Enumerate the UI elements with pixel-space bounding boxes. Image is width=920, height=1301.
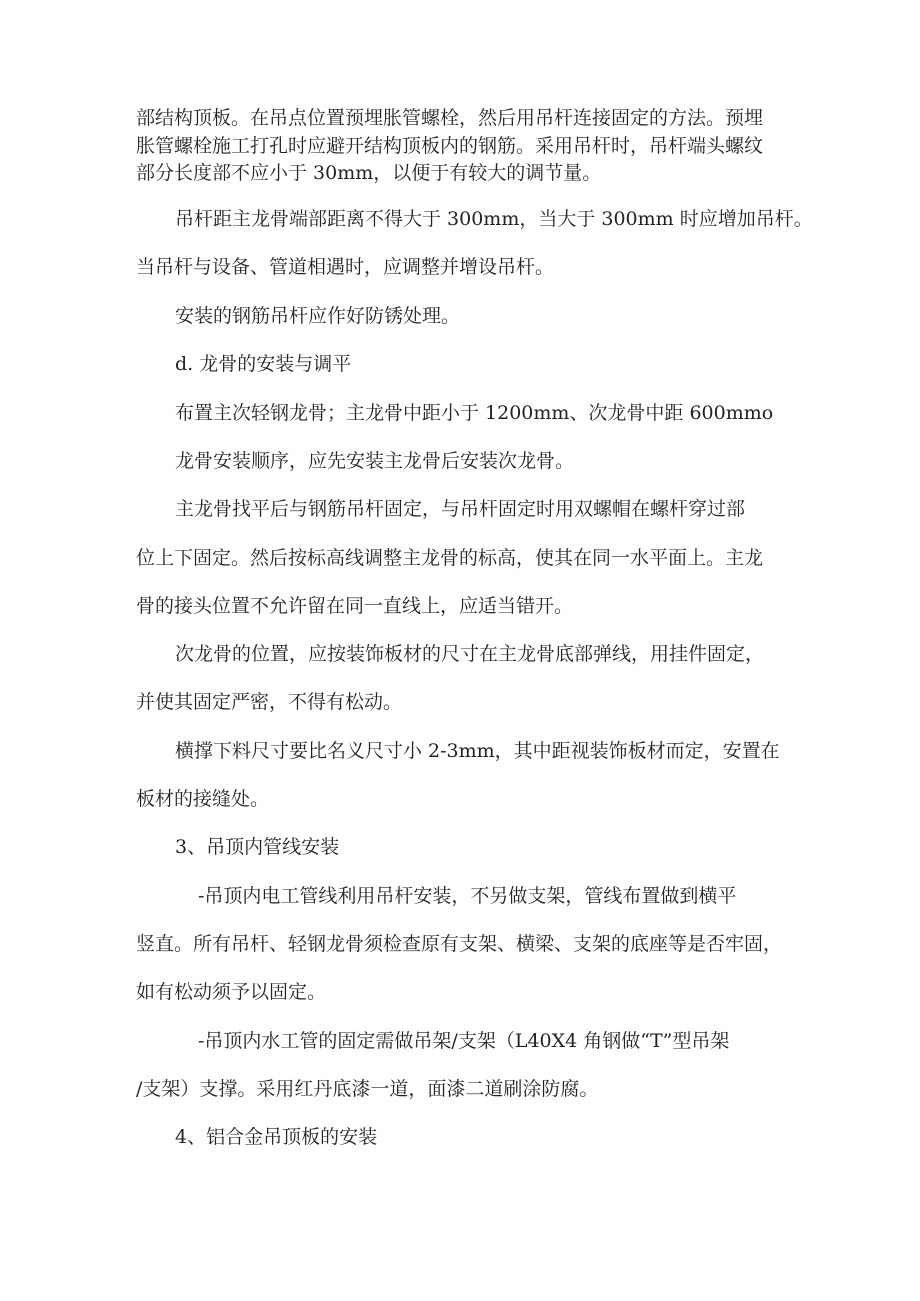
paragraph-start: 次龙骨的位置，应按装饰板材的尺寸在主龙骨底部弹线，用挂件固定， — [175, 643, 765, 665]
text-line: 位上下固定。然后按标高线调整主龙骨的标高，使其在同一水平面上。主龙 — [136, 547, 764, 569]
text-line: /支架）支撑。采用红丹底漆一道，面漆二道刷涂防腐。 — [136, 1078, 599, 1100]
text-line: 当吊杆与设备、管道相遇时，应调整并增设吊杆。 — [136, 256, 555, 278]
text-line: 骨的接头位置不允许留在同一直线上，应适当错开。 — [136, 595, 574, 617]
text-line: 胀管螺栓施工打孔时应避开结构顶板内的钢筋。采用吊杆时，吊杆端头螺纹 — [136, 135, 764, 157]
paragraph-start: 吊杆距主龙骨端部距离不得大于 300mm，当大于 300mm 时应增加吊杆。 — [175, 208, 813, 230]
text-line: 并使其固定严密，不得有松动。 — [136, 691, 403, 713]
text-line: 部结构顶板。在吊点位置预埋胀管螺栓，然后用吊杆连接固定的方法。预埋 — [136, 107, 764, 129]
text-line: 如有松动须予以固定。 — [136, 981, 327, 1003]
text-line: 板材的接缝处。 — [136, 788, 270, 810]
paragraph-start: 龙骨安装顺序，应先安装主龙骨后安装次龙骨。 — [175, 450, 575, 472]
paragraph-start: 横撑下料尺寸要比名义尺寸小 2-3mm，其中距视装饰板材而定，安置在 — [175, 740, 780, 762]
section-subheading: d. 龙骨的安装与调平 — [175, 353, 352, 375]
section-heading: 3、吊顶内管线安装 — [175, 836, 340, 858]
paragraph-start: 主龙骨找平后与钢筋吊杆固定，与吊杆固定时用双螺帽在螺杆穿过部 — [175, 498, 746, 520]
paragraph-start: 安装的钢筋吊杆应作好防锈处理。 — [175, 305, 461, 327]
paragraph-start: -吊顶内水工管的固定需做吊架/支架（L40X4 角钢做“T”型吊架 — [198, 1030, 730, 1052]
paragraph-start: 布置主次轻钢龙骨；主龙骨中距小于 1200mm、次龙骨中距 600mmo — [175, 402, 774, 424]
section-heading: 4、铝合金吊顶板的安装 — [175, 1126, 378, 1148]
text-line: 竖直。所有吊杆、轻钢龙骨须检查原有支架、横梁、支架的底座等是否牢固， — [136, 933, 783, 955]
paragraph-start: -吊顶内电工管线利用吊杆安装，不另做支架，管线布置做到横平 — [198, 885, 737, 907]
text-line: 部分长度部不应小于 30mm，以便于有较大的调节量。 — [136, 162, 602, 184]
